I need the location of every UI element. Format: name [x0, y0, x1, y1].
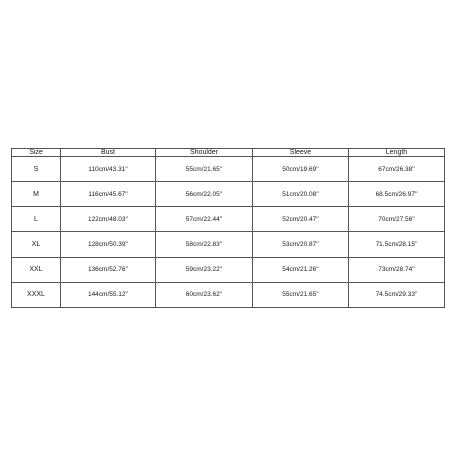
length-cell: 67cm/26.38'': [349, 157, 445, 182]
shoulder-cell: 60cm/23.62'': [156, 282, 253, 307]
sleeve-cell: 51cm/20.08'': [253, 182, 349, 207]
length-cell: 74.5cm/29.33'': [349, 282, 445, 307]
shoulder-cell: 56cm/22.05'': [156, 182, 253, 207]
bust-cell: 116cm/45.67'': [61, 182, 156, 207]
size-chart-table: [11, 148, 445, 308]
bust-cell: 144cm/55.12'': [61, 282, 156, 307]
bust-cell: 122cm/48.03'': [61, 207, 156, 232]
table-row: [12, 257, 445, 282]
table-header-row: [12, 149, 445, 157]
table-row: [12, 207, 445, 232]
sleeve-cell: 50cm/19.69'': [253, 157, 349, 182]
size-cell: S: [12, 157, 61, 182]
shoulder-cell: 57cm/22.44'': [156, 207, 253, 232]
header-sleeve: Sleeve: [253, 149, 349, 157]
bust-cell: 136cm/52.76'': [61, 257, 156, 282]
sleeve-cell: 54cm/21.26'': [253, 257, 349, 282]
sleeve-cell: 52cm/20.47'': [253, 207, 349, 232]
table-row: [12, 182, 445, 207]
table-row: [12, 157, 445, 182]
header-size: Size: [12, 149, 61, 157]
length-cell: 73cm/28.74'': [349, 257, 445, 282]
shoulder-cell: 58cm/22.83'': [156, 232, 253, 257]
length-cell: 70cm/27.56'': [349, 207, 445, 232]
header-bust: Bust: [61, 149, 156, 157]
length-cell: 71.5cm/28.15'': [349, 232, 445, 257]
size-cell: XXXL: [12, 282, 61, 307]
header-shoulder: Shoulder: [156, 149, 253, 157]
size-cell: XL: [12, 232, 61, 257]
bust-cell: 110cm/43.31'': [61, 157, 156, 182]
size-cell: M: [12, 182, 61, 207]
bust-cell: 128cm/50.39'': [61, 232, 156, 257]
shoulder-cell: 59cm/23.22'': [156, 257, 253, 282]
length-cell: 68.5cm/26.97'': [349, 182, 445, 207]
shoulder-cell: 55cm/21.65'': [156, 157, 253, 182]
sleeve-cell: 53cm/20.87'': [253, 232, 349, 257]
header-length: Length: [349, 149, 445, 157]
size-cell: L: [12, 207, 61, 232]
table-row: [12, 232, 445, 257]
sleeve-cell: 55cm/21.65'': [253, 282, 349, 307]
size-cell: XXL: [12, 257, 61, 282]
table-row: [12, 282, 445, 307]
